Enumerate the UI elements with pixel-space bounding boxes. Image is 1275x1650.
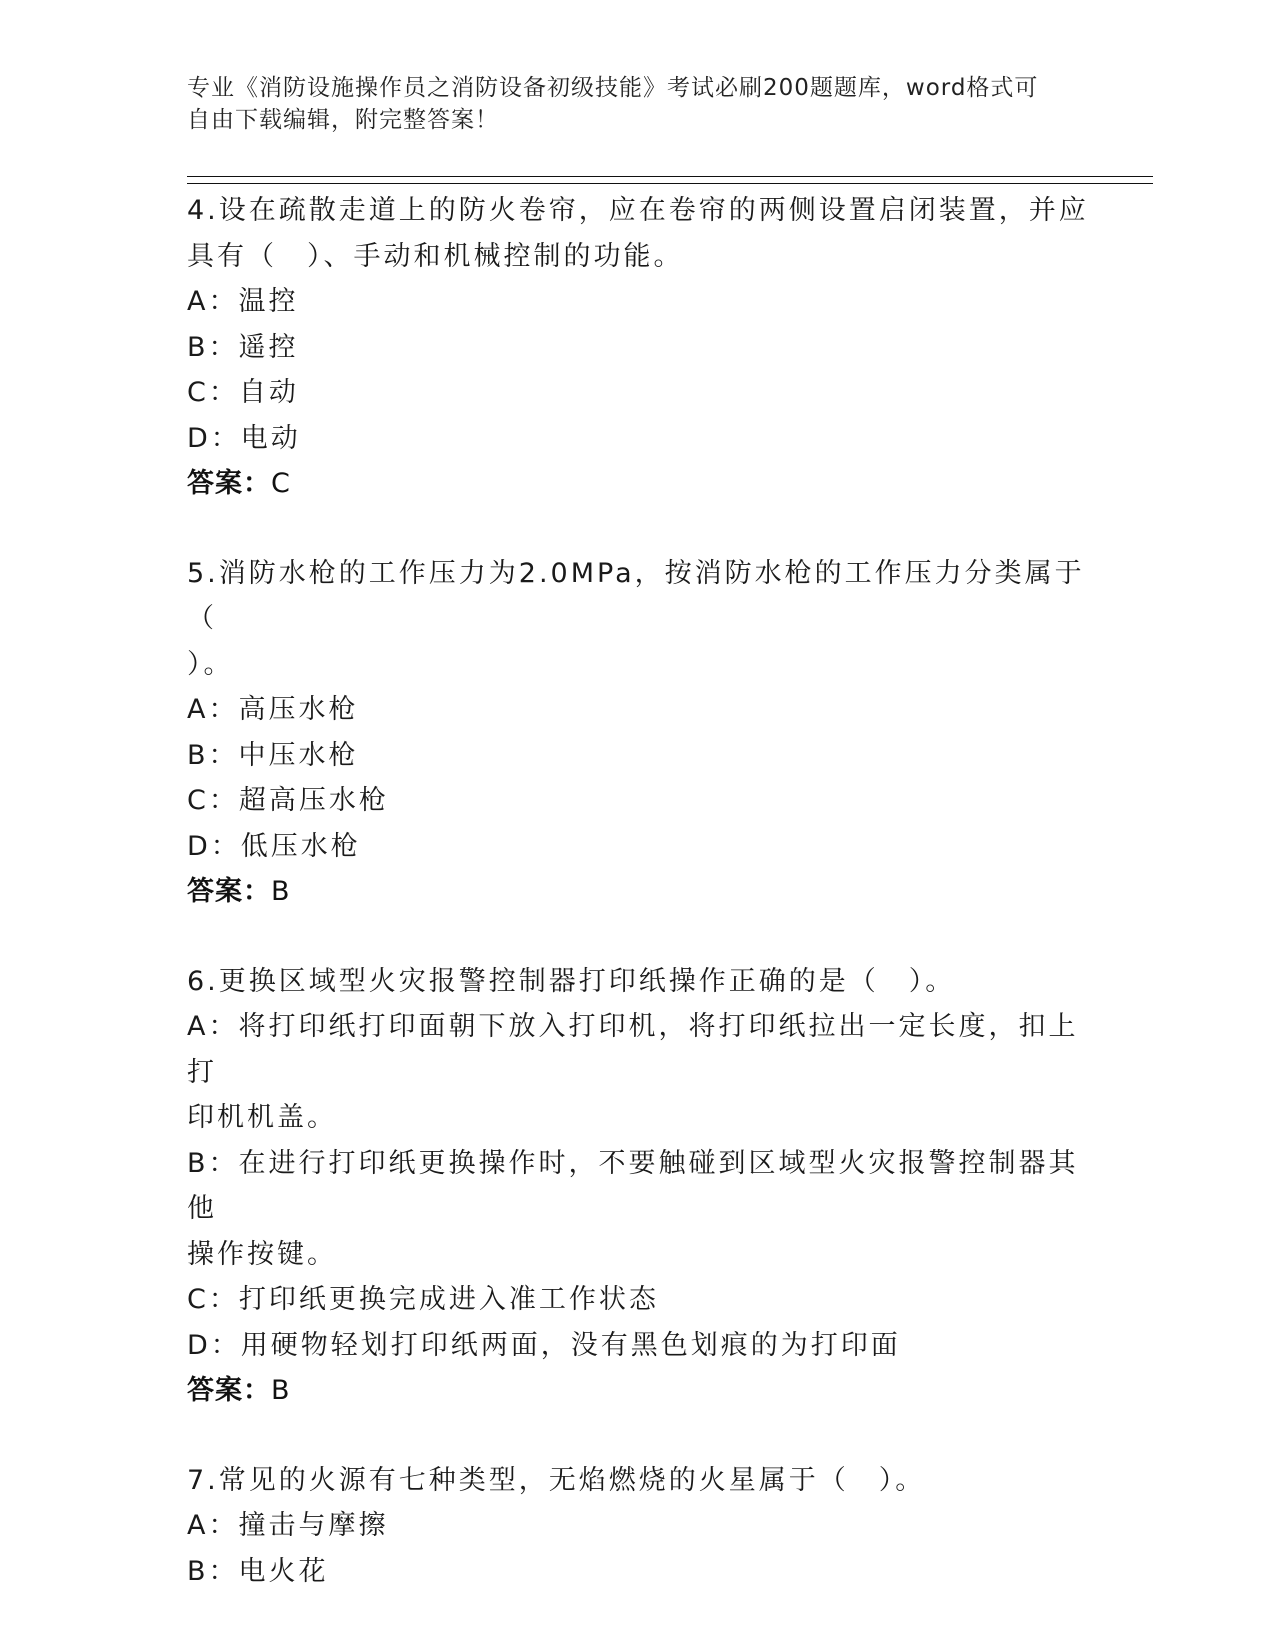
question-stem: 6.更换区域型火灾报警控制器打印纸操作正确的是（ ）。: [187, 965, 956, 997]
option-a: A：温控: [187, 286, 299, 317]
option-b: B：在进行打印纸更换操作时，不要触碰到区域型火灾报警控制器其他: [187, 1147, 1079, 1224]
option-d: D：用硬物轻划打印纸两面，没有黑色划痕的为打印面: [187, 1329, 901, 1361]
header-line-2: 自由下载编辑，附完整答案！: [187, 107, 499, 133]
question-stem: 7.常见的火源有七种类型，无焰燃烧的火星属于（ ）。: [187, 1464, 926, 1496]
answer-label: 答案：: [187, 1375, 271, 1406]
question-4: [187, 188, 1107, 507]
option-b: B：电火花: [187, 1555, 329, 1587]
question-stem-cont: ）。: [187, 648, 234, 680]
question-6: [187, 959, 1107, 1414]
question-5: [187, 551, 1107, 915]
header-divider-top: [187, 176, 1153, 177]
answer-value: C: [271, 468, 291, 499]
option-d: D：电动: [187, 422, 301, 454]
question-stem: 4.设在疏散走道上的防火卷帘，应在卷帘的两侧设置启闭装置，并应: [187, 195, 1089, 226]
header-divider-bottom: [187, 183, 1153, 184]
document-header: [187, 72, 1087, 136]
option-c: C：打印纸更换完成进入准工作状态: [187, 1284, 659, 1315]
option-a: A：将打印纸打印面朝下放入打印机，将打印纸拉出一定长度，扣上打: [187, 1011, 1079, 1088]
option-a: A：撞击与摩擦: [187, 1510, 389, 1541]
option-b: B：中压水枪: [187, 739, 359, 771]
option-c: C：自动: [187, 377, 299, 408]
option-c: C：超高压水枪: [187, 785, 389, 816]
answer-label: 答案：: [187, 876, 271, 907]
answer-label: 答案：: [187, 468, 271, 499]
header-line-1: 专业《消防设施操作员之消防设备初级技能》考试必刷200题题库，word格式可: [187, 75, 1039, 101]
option-d: D：低压水枪: [187, 830, 361, 862]
option-a: A：高压水枪: [187, 694, 359, 725]
answer-line: [187, 1368, 1107, 1414]
question-stem-cont: 具有（ ）、手动和机械控制的功能。: [187, 240, 684, 272]
option-b: B：遥控: [187, 331, 299, 363]
question-list: [187, 188, 1107, 1638]
answer-line: [187, 461, 1107, 507]
answer-value: B: [271, 876, 291, 907]
answer-value: B: [271, 1375, 291, 1406]
answer-line: [187, 869, 1107, 915]
question-stem: 5.消防水枪的工作压力为2.0MPa，按消防水枪的工作压力分类属于（: [187, 557, 1085, 634]
question-7: [187, 1458, 1107, 1595]
option-b-cont: 操作按键。: [187, 1238, 337, 1270]
option-a-cont: 印机机盖。: [187, 1102, 337, 1133]
